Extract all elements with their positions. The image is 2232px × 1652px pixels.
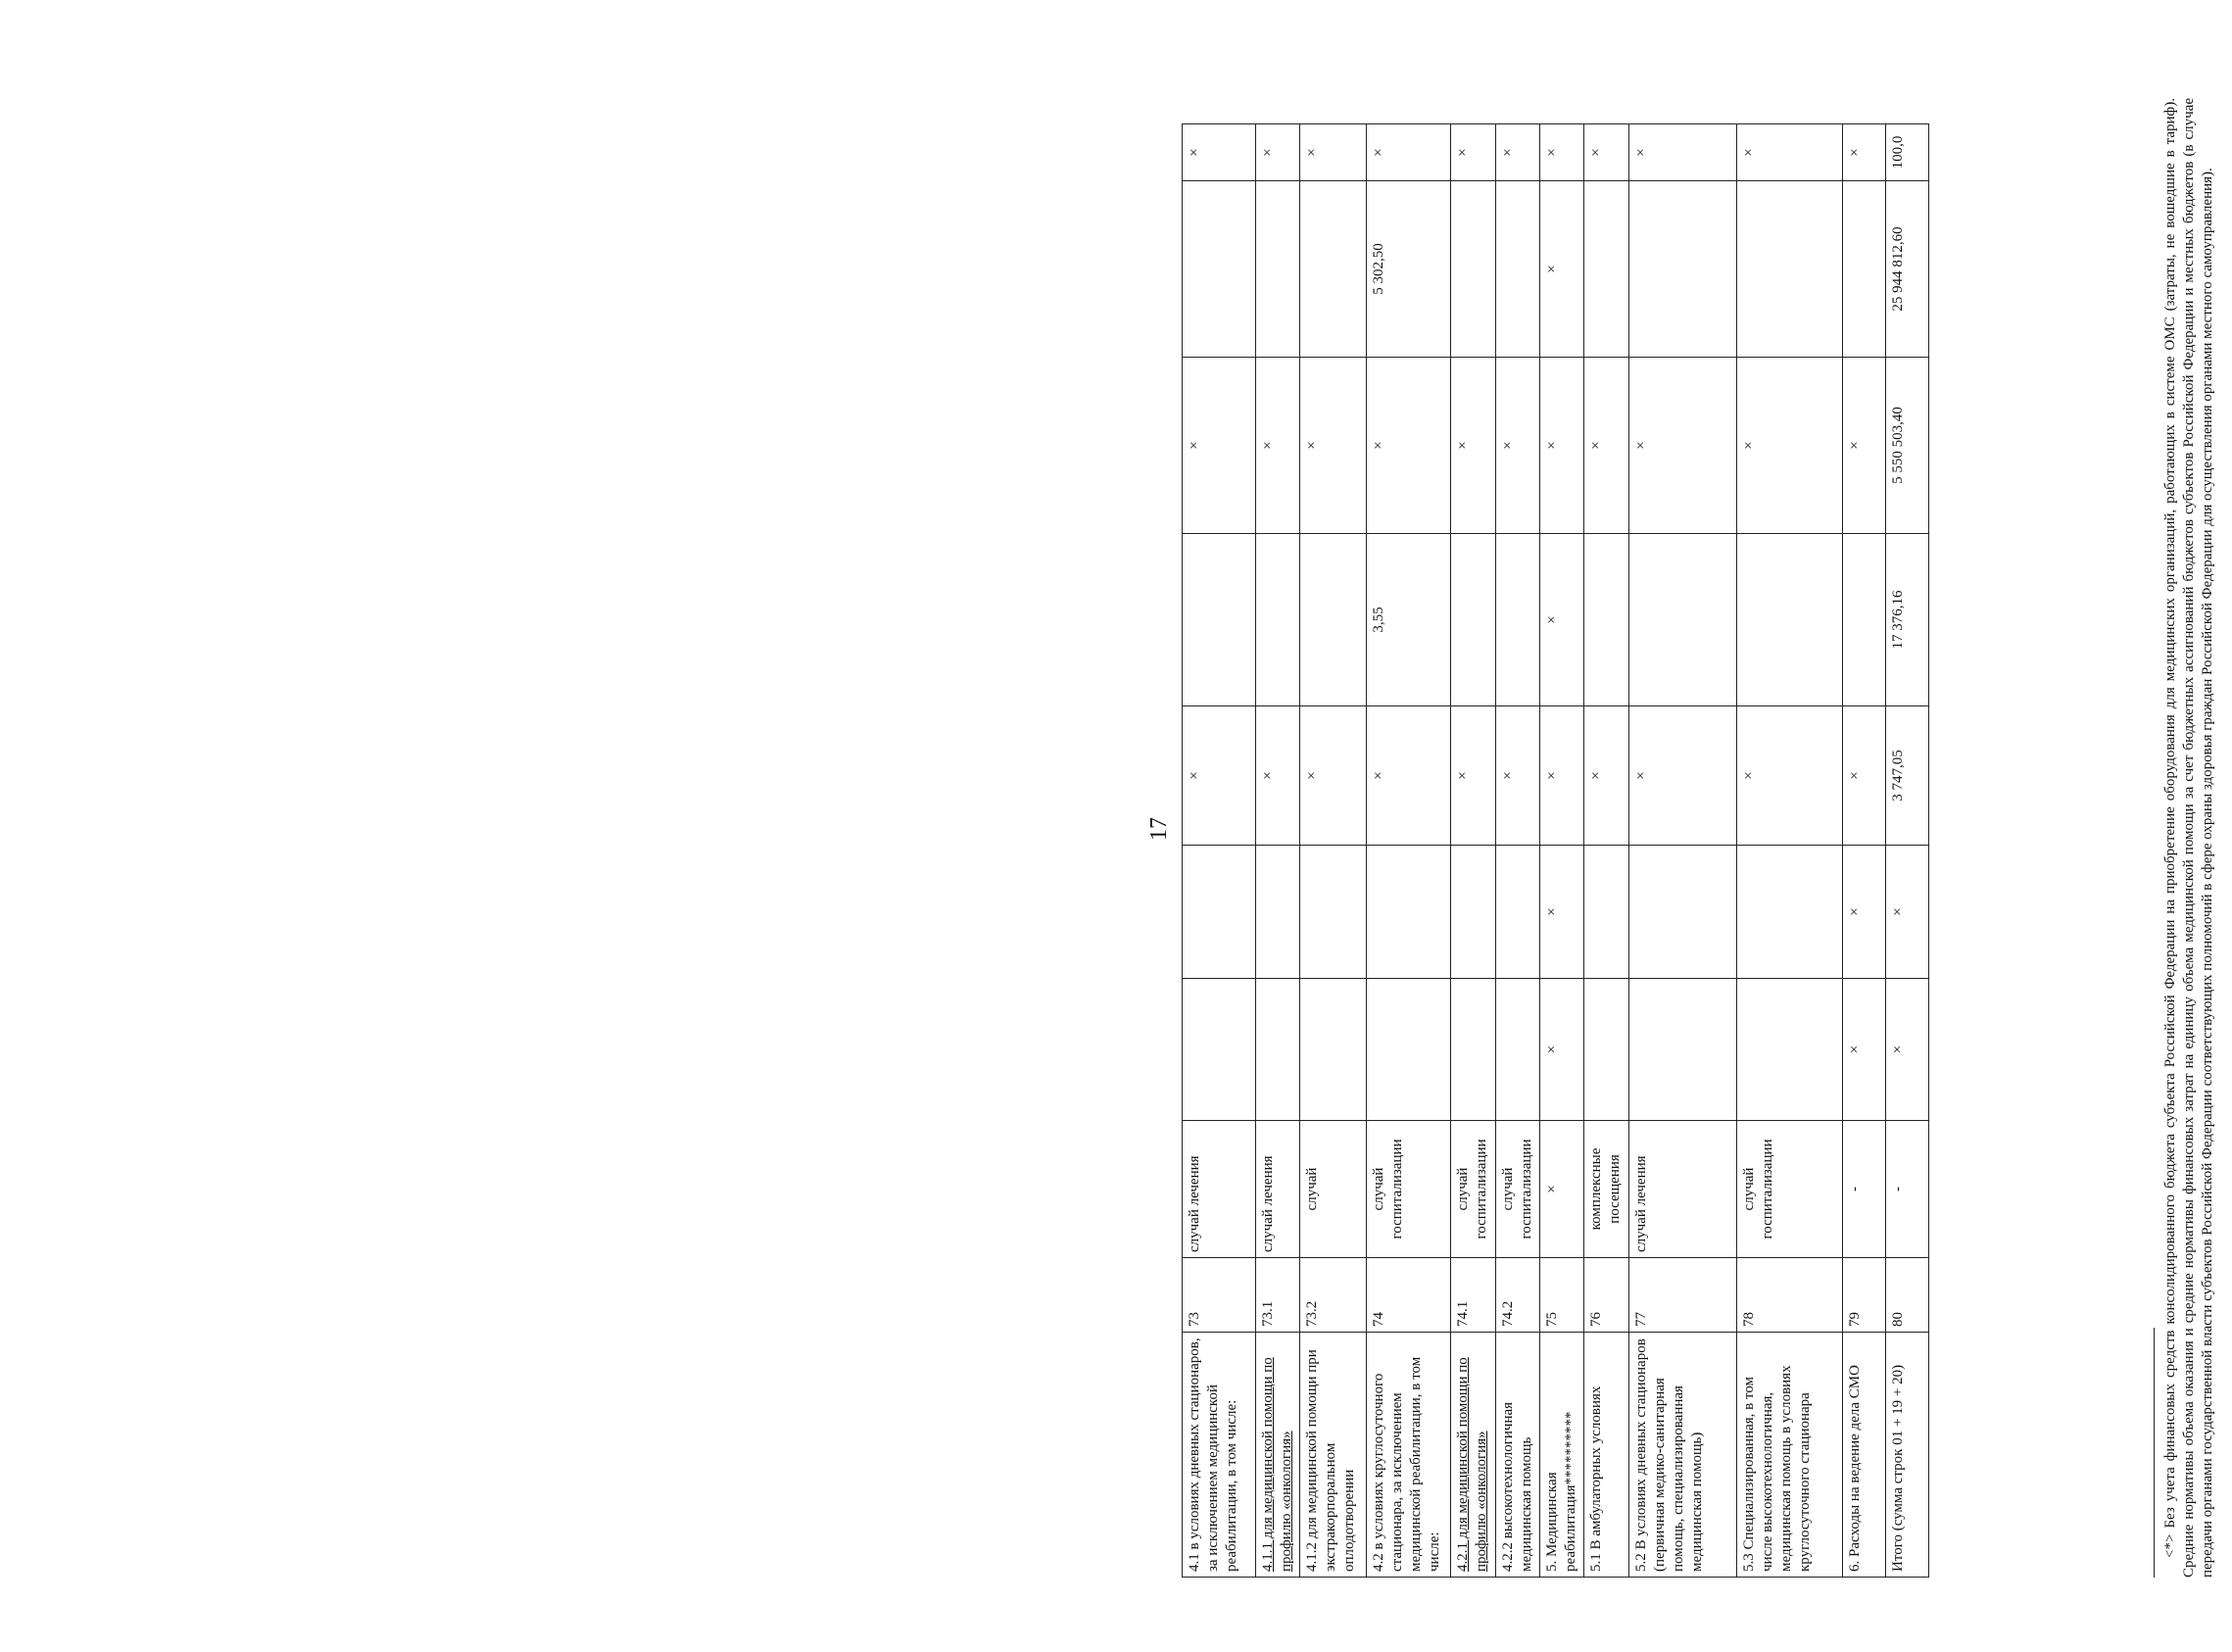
cell-c8: ×: [1256, 358, 1300, 534]
row-unit: комплексные посещения: [1584, 1121, 1629, 1258]
cell-c4: [1367, 979, 1451, 1121]
table-row: [1843, 124, 1886, 1578]
cell-c9: [1737, 181, 1843, 358]
cell-c10: ×: [1737, 124, 1843, 181]
cell-c5: [1256, 846, 1300, 979]
cell-c8: ×: [1183, 358, 1256, 534]
cell-c10: ×: [1540, 124, 1584, 181]
cell-c9: [1300, 181, 1367, 358]
cell-c7: [1629, 534, 1737, 706]
cell-c4: ×: [1843, 979, 1886, 1121]
cell-c8: ×: [1540, 358, 1584, 534]
row-label: 5.1 В амбулаторных условиях: [1584, 1333, 1629, 1578]
cell-c7: ×: [1540, 534, 1584, 706]
cell-c8: 5 550 503,40: [1886, 358, 1929, 534]
cell-c7: 3,55: [1367, 534, 1451, 706]
row-code: 73.1: [1256, 1258, 1300, 1333]
cell-c6: 3 747,05: [1886, 706, 1929, 846]
row-label: 6. Расходы на ведение дела СМО: [1843, 1333, 1886, 1578]
cell-c7: [1843, 534, 1886, 706]
cell-c6: ×: [1451, 706, 1496, 846]
row-label: 4.2.1 для медицинской помощи по профилю «онкология»: [1451, 1333, 1496, 1578]
row-label: 4.1.1 для медицинской помощи по профилю «онкология»: [1256, 1333, 1300, 1578]
cell-c8: ×: [1843, 358, 1886, 534]
cell-c4: [1584, 979, 1629, 1121]
row-unit: случай: [1300, 1121, 1367, 1258]
footnote-divider: [2154, 1328, 2155, 1578]
cell-c5: [1496, 846, 1540, 979]
cell-c5: [1367, 846, 1451, 979]
cell-c7: [1451, 534, 1496, 706]
cell-c5: ×: [1540, 846, 1584, 979]
cell-c8: ×: [1300, 358, 1367, 534]
cell-c8: ×: [1451, 358, 1496, 534]
cell-c6: ×: [1737, 706, 1843, 846]
table-row: [1540, 124, 1584, 1578]
row-code: 74: [1367, 1258, 1451, 1333]
row-label: 4.1.2 для медицинской помощи при экстракорпоральном оплодотворении: [1300, 1333, 1367, 1578]
table-row: [1737, 124, 1843, 1578]
cell-c8: ×: [1584, 358, 1629, 534]
cell-c5: ×: [1843, 846, 1886, 979]
cell-c5: [1451, 846, 1496, 979]
cell-c6: ×: [1629, 706, 1737, 846]
cell-c8: ×: [1496, 358, 1540, 534]
cell-c7: [1584, 534, 1629, 706]
table-row: [1451, 124, 1496, 1578]
table-row-total: [1886, 124, 1929, 1578]
row-label: Итого (сумма строк 01 + 19 + 20): [1886, 1333, 1929, 1578]
cell-c4: [1629, 979, 1737, 1121]
cell-c4: [1183, 979, 1256, 1121]
cell-c4: ×: [1886, 979, 1929, 1121]
row-code: 73.2: [1300, 1258, 1367, 1333]
cell-c9: [1183, 181, 1256, 358]
cell-c9: [1451, 181, 1496, 358]
cell-c5: ×: [1886, 846, 1929, 979]
cell-c7: [1496, 534, 1540, 706]
cell-c8: ×: [1367, 358, 1451, 534]
cell-c7: 17 376,16: [1886, 534, 1929, 706]
row-code: 79: [1843, 1258, 1886, 1333]
row-unit: случай лечения: [1629, 1121, 1737, 1258]
cell-c6: ×: [1183, 706, 1256, 846]
cell-c9: 25 944 812,60: [1886, 181, 1929, 358]
cell-c10: ×: [1584, 124, 1629, 181]
cell-c6: ×: [1540, 706, 1584, 846]
row-unit: случай лечения: [1256, 1121, 1300, 1258]
row-label: 4.2 в условиях круглосуточного стационара, за исключением медицинской реабилитации, в том числе:: [1367, 1333, 1451, 1578]
row-unit: случай лечения: [1183, 1121, 1256, 1258]
cell-c6: ×: [1584, 706, 1629, 846]
footnote-body: <*> Без учета финансовых средств консолидированного бюджета субъекта Российской Федерации на приобретение оборудования для медицинских организаций, работающих в системе ОМС (затраты, не вошедшие в тариф). Средние нормативы объема оказания и средние нормативы финансовых затрат на единицу объема медицинской помощи за счет бюджетных ассигнований бюджетов субъектов Российской Федерации и местных бюджетов (в случае передачи органами государственной власти субъектов Российской Федерации соответствующих полномочий в сфере охраны здоровья граждан Российской Федерации для осуществления органами местного самоуправления).: [2162, 98, 2215, 1578]
cell-c10: ×: [1256, 124, 1300, 181]
row-label: 5. Медицинская реабилитация**********: [1540, 1333, 1584, 1578]
cell-c10: ×: [1183, 124, 1256, 181]
row-code: 80: [1886, 1258, 1929, 1333]
cell-c9: [1843, 181, 1886, 358]
cell-c9: [1584, 181, 1629, 358]
cell-c6: ×: [1843, 706, 1886, 846]
row-code: 78: [1737, 1258, 1843, 1333]
cell-c4: [1496, 979, 1540, 1121]
table-row: [1584, 124, 1629, 1578]
footnote-text: [2161, 98, 2217, 1578]
row-unit: случай госпитализации: [1451, 1121, 1496, 1258]
cell-c4: [1451, 979, 1496, 1121]
page-number: 17: [1146, 817, 1172, 841]
cell-c6: ×: [1496, 706, 1540, 846]
cell-c9: ×: [1540, 181, 1584, 358]
cell-c10: ×: [1300, 124, 1367, 181]
cell-c4: [1256, 979, 1300, 1121]
cell-c9: 5 302,50: [1367, 181, 1451, 358]
cell-c5: [1584, 846, 1629, 979]
row-label: 4.1 в условиях дневных стационаров, за исключением медицинской реабилитации, в том числе:: [1183, 1333, 1256, 1578]
cell-c9: [1629, 181, 1737, 358]
table-row: [1629, 124, 1737, 1578]
cell-c10: 100,0: [1886, 124, 1929, 181]
cell-c5: [1300, 846, 1367, 979]
table-row: [1496, 124, 1540, 1578]
cell-c4: [1737, 979, 1843, 1121]
cell-c10: ×: [1629, 124, 1737, 181]
row-unit: ×: [1540, 1121, 1584, 1258]
row-unit: случай госпитализации: [1367, 1121, 1451, 1258]
cell-c10: ×: [1451, 124, 1496, 181]
cell-c5: [1737, 846, 1843, 979]
cell-c9: [1256, 181, 1300, 358]
cell-c5: [1183, 846, 1256, 979]
cell-c10: ×: [1367, 124, 1451, 181]
row-code: 76: [1584, 1258, 1629, 1333]
cell-c10: ×: [1843, 124, 1886, 181]
cell-c7: [1737, 534, 1843, 706]
cell-c7: [1300, 534, 1367, 706]
row-code: 74.1: [1451, 1258, 1496, 1333]
financing-table: [1182, 123, 1929, 1578]
row-label: 4.2.2 высокотехнологичная медицинская помощь: [1496, 1333, 1540, 1578]
row-code: 74.2: [1496, 1258, 1540, 1333]
row-unit: случай госпитализации: [1496, 1121, 1540, 1258]
cell-c9: [1496, 181, 1540, 358]
cell-c7: [1256, 534, 1300, 706]
rotated-page-content: [1125, 39, 2232, 1607]
table-row: [1183, 124, 1256, 1578]
cell-c8: ×: [1737, 358, 1843, 534]
cell-c4: [1300, 979, 1367, 1121]
row-label: 5.3 Специализированная, в том числе высокотехнологичная, медицинская помощь в условиях круглосуточного стационара: [1737, 1333, 1843, 1578]
row-code: 73: [1183, 1258, 1256, 1333]
cell-c6: ×: [1367, 706, 1451, 846]
table-row: [1367, 124, 1451, 1578]
row-code: 77: [1629, 1258, 1737, 1333]
row-unit: случай госпитализации: [1737, 1121, 1843, 1258]
cell-c5: [1629, 846, 1737, 979]
cell-c8: ×: [1629, 358, 1737, 534]
row-code: 75: [1540, 1258, 1584, 1333]
row-unit: -: [1886, 1121, 1929, 1258]
table-row: [1256, 124, 1300, 1578]
cell-c10: ×: [1496, 124, 1540, 181]
row-label: 5.2 В условиях дневных стационаров (первичная медико-санитарная помощь, специализированная медицинская помощь): [1629, 1333, 1737, 1578]
cell-c6: ×: [1300, 706, 1367, 846]
row-unit: -: [1843, 1121, 1886, 1258]
table-row: [1300, 124, 1367, 1578]
cell-c4: ×: [1540, 979, 1584, 1121]
cell-c6: ×: [1256, 706, 1300, 846]
cell-c7: [1183, 534, 1256, 706]
